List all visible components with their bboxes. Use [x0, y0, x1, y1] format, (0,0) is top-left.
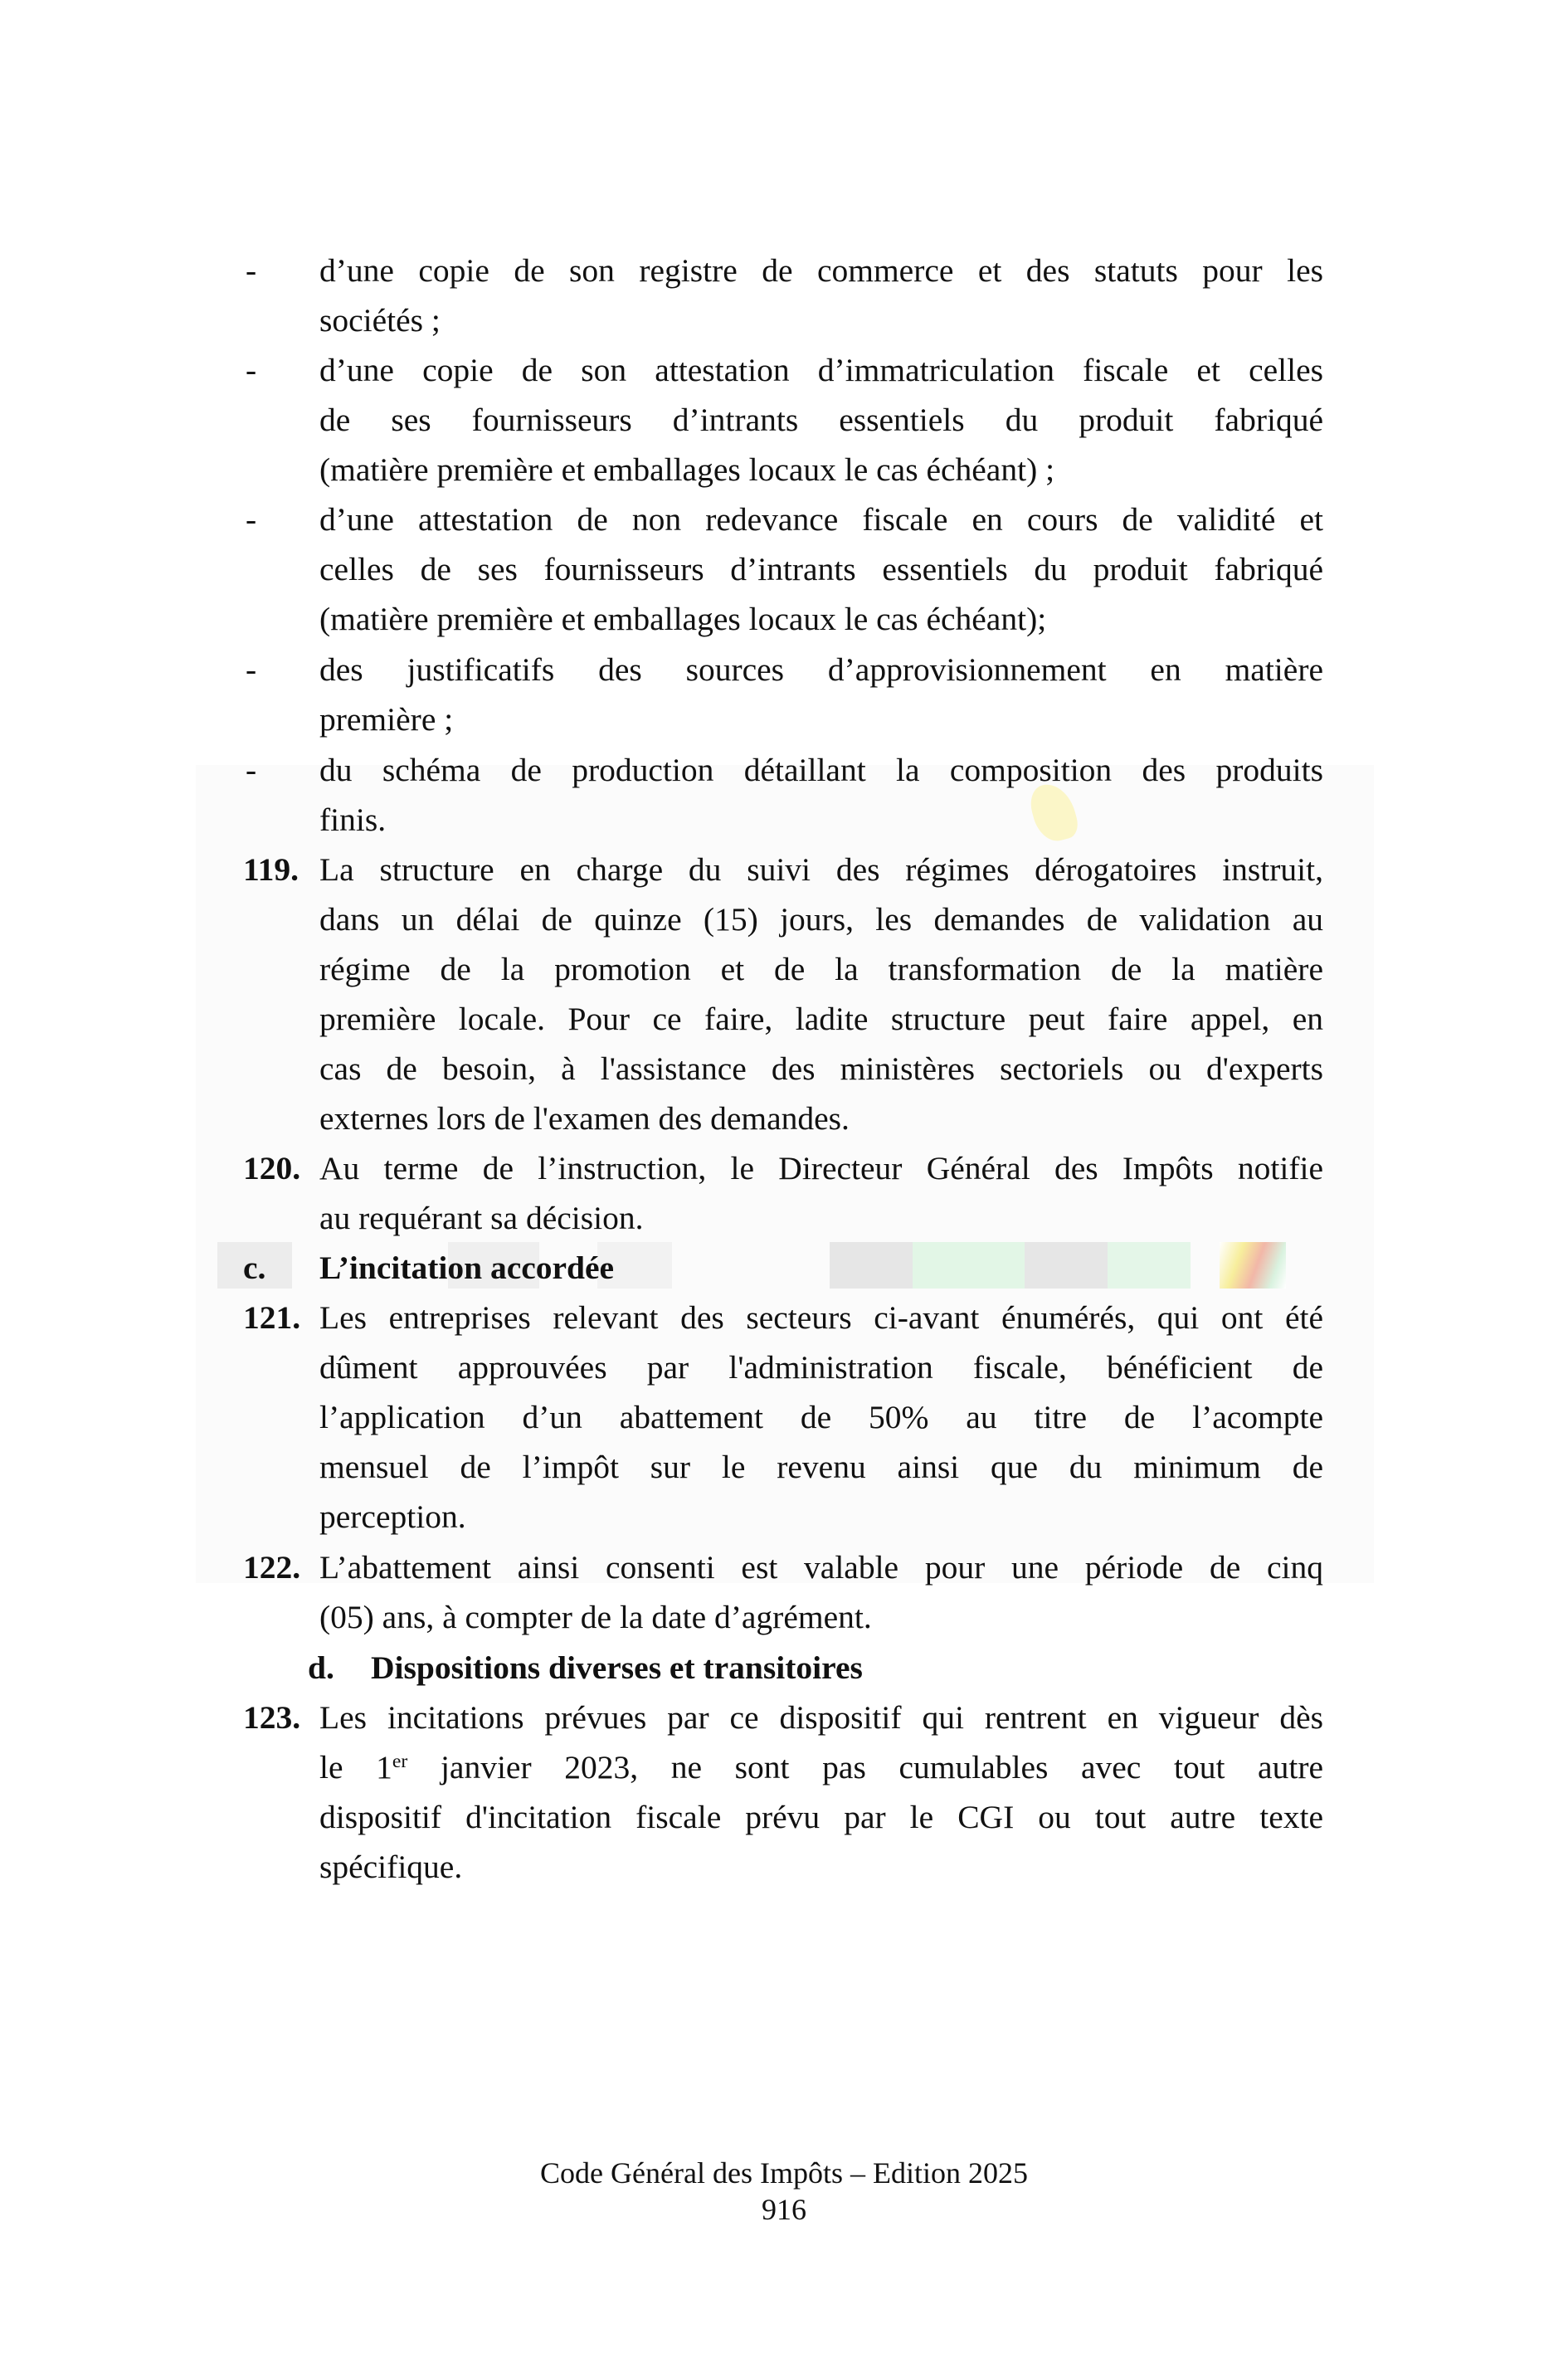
bullet-item	[0, 645, 1568, 694]
section-title: L’incitation accordée	[319, 1250, 615, 1286]
section-letter: d.	[308, 1649, 334, 1686]
paragraph-120	[0, 1143, 1568, 1193]
paragraph-text: L’abattement ainsi consenti est valable pour une période de cinq	[319, 1549, 1323, 1586]
paragraph-122	[0, 1542, 1568, 1592]
paragraph-number: 120.	[243, 1150, 301, 1186]
paragraph-number: 122.	[243, 1549, 301, 1586]
bullet-marker: -	[246, 651, 257, 688]
date-day: le 1	[319, 1749, 392, 1785]
paragraph-text: première locale. Pour ce faire, ladite structure peut faire appel, en	[319, 1001, 1323, 1037]
bullet-text: d’une copie de son registre de commerce et des statuts pour les	[319, 252, 1323, 289]
bullet-text: d’une attestation de non redevance fiscale en cours de validité et	[319, 501, 1323, 538]
paragraph-text: régime de la promotion et de la transformation de la matière	[319, 951, 1323, 987]
bullet-marker: -	[246, 352, 257, 388]
footer-title: Code Général des Impôts – Edition 2025	[540, 2156, 1028, 2190]
paragraph-text	[319, 1742, 1323, 1792]
bullet-text: des justificatifs des sources d’approvisionnement en matière	[319, 651, 1323, 688]
bullet-text: première ;	[319, 701, 454, 738]
section-heading-d	[0, 1643, 1568, 1693]
paragraph-number: 119.	[243, 851, 299, 888]
paragraph-text: dans un délai de quinze (15) jours, les demandes de validation au	[319, 901, 1323, 938]
date-rest: janvier 2023, ne sont pas cumulables avec tout autre	[407, 1749, 1324, 1785]
bullet-item	[0, 345, 1568, 395]
paragraph-text: spécifique.	[319, 1849, 463, 1885]
section-heading-c	[0, 1243, 1568, 1293]
paragraph-text: Au terme de l’instruction, le Directeur Général des Impôts notifie	[319, 1150, 1323, 1186]
section-letter: c.	[243, 1250, 266, 1286]
bullet-marker: -	[246, 501, 257, 538]
paragraph-text: dispositif d'incitation fiscale prévu par le CGI ou tout autre texte	[319, 1799, 1323, 1835]
bullet-text: finis.	[319, 801, 387, 838]
bullet-text: sociétés ;	[319, 302, 441, 339]
paragraph-text: dûment approuvées par l'administration fiscale, bénéficient de	[319, 1349, 1323, 1386]
paragraph-text: Les incitations prévues par ce dispositif qui rentrent en vigueur dès	[319, 1699, 1323, 1736]
bullet-text: (matière première et emballages locaux le cas échéant);	[319, 601, 1047, 637]
bullet-text: celles de ses fournisseurs d’intrants essentiels du produit fabriqué	[319, 551, 1323, 587]
paragraph-121	[0, 1293, 1568, 1342]
bullet-text: (matière première et emballages locaux le cas échéant) ;	[319, 451, 1055, 488]
paragraph-text: La structure en charge du suivi des régimes dérogatoires instruit,	[319, 851, 1323, 888]
paragraph-text: perception.	[319, 1498, 466, 1535]
paragraph-number: 123.	[243, 1699, 301, 1736]
bullet-text: du schéma de production détaillant la composition des produits	[319, 752, 1323, 788]
paragraph-text: cas de besoin, à l'assistance des ministères sectoriels ou d'experts	[319, 1050, 1323, 1087]
bullet-item	[0, 494, 1568, 544]
bullet-item	[0, 246, 1568, 295]
bullet-text: de ses fournisseurs d’intrants essentiels du produit fabriqué	[319, 402, 1323, 438]
bullet-text: d’une copie de son attestation d’immatriculation fiscale et celles	[319, 352, 1323, 388]
paragraph-text: au requérant sa décision.	[319, 1200, 644, 1236]
paragraph-text: Les entreprises relevant des secteurs ci-avant énumérés, qui ont été	[319, 1299, 1323, 1336]
page-number: 916	[762, 2193, 806, 2226]
bullet-marker: -	[246, 752, 257, 788]
paragraph-text: externes lors de l'examen des demandes.	[319, 1100, 850, 1137]
paragraph-text: l’application d’un abattement de 50% au titre de l’acompte	[319, 1399, 1323, 1435]
ordinal-suffix: er	[392, 1750, 408, 1772]
section-title: Dispositions diverses et transitoires	[371, 1649, 863, 1686]
paragraph-123	[0, 1693, 1568, 1742]
paragraph-number: 121.	[243, 1299, 301, 1336]
paragraph-text: (05) ans, à compter de la date d’agrément.	[319, 1599, 872, 1635]
paragraph-119	[0, 845, 1568, 894]
bullet-item	[0, 745, 1568, 795]
paragraph-text: mensuel de l’impôt sur le revenu ainsi que du minimum de	[319, 1449, 1323, 1485]
bullet-marker: -	[246, 252, 257, 289]
